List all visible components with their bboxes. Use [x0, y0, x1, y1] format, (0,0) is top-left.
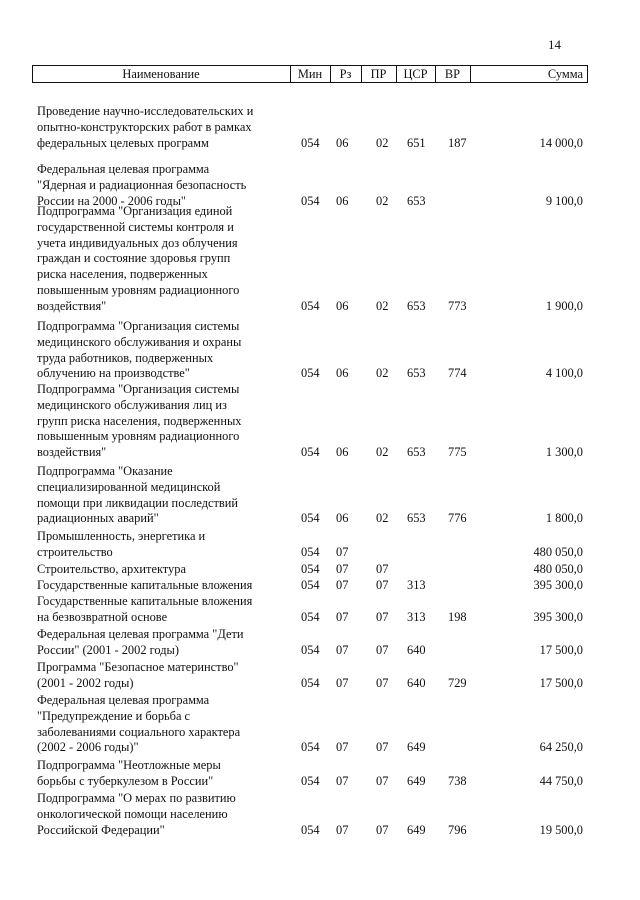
- row-name-line: медицинского обслуживания и охраны: [37, 334, 242, 349]
- row-min: 054: [301, 822, 320, 837]
- row-name: [37, 382, 287, 461]
- row-csr: 649: [407, 740, 426, 755]
- row-csr: 313: [407, 609, 426, 624]
- row-name-line: (2002 - 2006 годы)": [37, 740, 139, 755]
- row-pr: 07: [376, 609, 389, 624]
- row-name-line: повышенным уровням радиационного: [37, 429, 240, 444]
- row-csr: 653: [407, 298, 426, 313]
- row-name-line: Подпрограмма "Организация системы: [37, 382, 240, 396]
- row-pr: 02: [376, 366, 389, 381]
- row-name-line: Промышленность, энергетика и: [37, 529, 206, 543]
- row-name-line: труда работников, подверженных: [37, 350, 214, 365]
- header-sum: Сумма: [547, 67, 583, 81]
- row-min: 054: [301, 366, 320, 381]
- row-min: 054: [301, 298, 320, 313]
- row-name-line: Проведение научно-исследовательских и: [37, 104, 254, 118]
- row-rz: 06: [336, 511, 349, 526]
- row-pr: 07: [376, 562, 389, 576]
- row-vr: 198: [448, 609, 467, 624]
- page-number: 14: [548, 37, 561, 52]
- row-rz: 07: [336, 773, 349, 788]
- row-name-line: федеральных целевых программ: [37, 135, 209, 150]
- row-sum: 395 300,0: [533, 578, 583, 592]
- row-name-line: России на 2000 - 2006 годы": [37, 193, 186, 208]
- row-name: [37, 104, 287, 151]
- row-name-line: онкологической помощи населению: [37, 806, 228, 821]
- row-rz: 07: [336, 642, 349, 657]
- row-min: 054: [301, 193, 320, 208]
- row-rz: 07: [336, 675, 349, 690]
- row-sum: 17 500,0: [539, 642, 583, 657]
- row-sum: 1 800,0: [545, 511, 583, 526]
- row-pr: 07: [376, 578, 389, 592]
- row-pr: 02: [376, 511, 389, 526]
- row-name-line: заболеваниями социального характера: [37, 724, 241, 739]
- row-name-line: специализированной медицинской: [37, 479, 221, 494]
- row-name-line: Подпрограмма "О мерах по развитию: [37, 791, 236, 805]
- row-vr: 738: [448, 773, 467, 788]
- row-name-line: риска населения, подверженных: [37, 267, 208, 282]
- row-pr: 02: [376, 298, 389, 313]
- row-vr: 775: [448, 445, 467, 460]
- row-vr: 776: [448, 511, 467, 526]
- row-name-line: облучению на производстве": [37, 366, 190, 381]
- header-divider: [587, 65, 588, 83]
- row-csr: 313: [407, 578, 426, 592]
- row-rz: 07: [336, 822, 349, 837]
- row-name-line: Государственные капитальные вложения: [37, 594, 253, 608]
- row-min: 054: [301, 609, 320, 624]
- row-rz: 06: [336, 135, 349, 150]
- row-sum: 14 000,0: [539, 135, 583, 150]
- row-sum: 4 100,0: [545, 366, 583, 381]
- row-name-line: Государственные капитальные вложения: [37, 578, 253, 592]
- row-min: 054: [301, 562, 320, 576]
- row-sum: 1 300,0: [545, 445, 583, 460]
- row-rz: 06: [336, 298, 349, 313]
- row-name-line: помощи при ликвидации последствий: [37, 495, 239, 510]
- row-csr: 653: [407, 445, 426, 460]
- row-name: [37, 204, 287, 315]
- row-pr: 07: [376, 822, 389, 837]
- row-name-line: Российской Федерации": [37, 822, 165, 837]
- row-vr: 773: [448, 298, 467, 313]
- header-top-rule: [32, 65, 588, 66]
- row-sum: 9 100,0: [545, 193, 583, 208]
- row-name: [37, 594, 287, 626]
- row-name: [37, 627, 287, 659]
- row-rz: 06: [336, 193, 349, 208]
- row-name: [37, 562, 287, 578]
- row-name-line: воздействия": [37, 298, 107, 313]
- row-name-line: на безвозвратной основе: [37, 609, 168, 624]
- row-name: [37, 693, 287, 756]
- row-name-line: радиационных аварий": [37, 511, 159, 526]
- row-min: 054: [301, 511, 320, 526]
- row-name-line: России" (2001 - 2002 годы): [37, 642, 179, 657]
- row-name-line: (2001 - 2002 годы): [37, 675, 134, 690]
- row-min: 054: [301, 773, 320, 788]
- row-pr: 07: [376, 740, 389, 755]
- row-name-line: Федеральная целевая программа: [37, 162, 210, 176]
- row-name-line: Федеральная целевая программа: [37, 693, 210, 707]
- row-csr: 649: [407, 773, 426, 788]
- row-name-line: Подпрограмма "Организация единой: [37, 204, 233, 218]
- row-sum: 19 500,0: [539, 822, 583, 837]
- row-rz: 07: [336, 740, 349, 755]
- header-bottom-rule: [32, 82, 588, 83]
- row-pr: 07: [376, 642, 389, 657]
- header-min: Мин: [297, 67, 323, 81]
- row-name-line: "Ядерная и радиационная безопасность: [37, 177, 247, 192]
- row-vr: 796: [448, 822, 467, 837]
- row-name: [37, 319, 287, 382]
- row-name-line: Строительство, архитектура: [37, 562, 186, 576]
- row-name: [37, 660, 287, 692]
- row-name-line: групп риска населения, подверженных: [37, 413, 242, 428]
- row-name-line: Подпрограмма "Неотложные меры: [37, 758, 221, 772]
- row-rz: 06: [336, 366, 349, 381]
- row-vr: 187: [448, 135, 467, 150]
- row-name-line: государственной системы контроля и: [37, 219, 234, 234]
- row-name-line: опытно-конструкторских работ в рамках: [37, 119, 252, 134]
- row-name-line: "Предупреждение и борьба с: [37, 708, 191, 723]
- row-rz: 06: [336, 445, 349, 460]
- row-min: 054: [301, 445, 320, 460]
- row-min: 054: [301, 740, 320, 755]
- row-name-line: строительство: [37, 544, 113, 559]
- row-rz: 07: [336, 609, 349, 624]
- row-sum: 44 750,0: [539, 773, 583, 788]
- row-pr: 07: [376, 675, 389, 690]
- row-vr: 729: [448, 675, 467, 690]
- row-csr: 640: [407, 642, 426, 657]
- row-min: 054: [301, 544, 320, 559]
- row-name-line: граждан и состояние здоровья групп: [37, 251, 231, 266]
- row-sum: 480 050,0: [533, 562, 583, 576]
- row-name: [37, 791, 287, 838]
- row-name: [37, 578, 287, 594]
- row-csr: 649: [407, 822, 426, 837]
- row-name: [37, 464, 287, 527]
- header-vr: ВР: [444, 67, 461, 81]
- row-sum: 64 250,0: [539, 740, 583, 755]
- row-name: [37, 758, 287, 790]
- row-name-line: Подпрограмма "Оказание: [37, 464, 173, 478]
- row-csr: 653: [407, 511, 426, 526]
- row-name: [37, 529, 287, 561]
- row-sum: 17 500,0: [539, 675, 583, 690]
- row-name: [37, 162, 287, 209]
- row-name-line: повышенным уровням радиационного: [37, 282, 240, 297]
- row-csr: 653: [407, 366, 426, 381]
- row-sum: 1 900,0: [545, 298, 583, 313]
- row-rz: 07: [336, 578, 349, 592]
- row-min: 054: [301, 675, 320, 690]
- row-pr: 07: [376, 773, 389, 788]
- row-sum: 395 300,0: [533, 609, 583, 624]
- row-csr: 640: [407, 675, 426, 690]
- row-pr: 02: [376, 193, 389, 208]
- row-pr: 02: [376, 445, 389, 460]
- header-name: Наименование: [122, 67, 200, 81]
- row-name-line: Подпрограмма "Организация системы: [37, 319, 240, 333]
- row-name-line: учета индивидуальных доз облучения: [37, 235, 238, 250]
- row-name-line: воздействия": [37, 445, 107, 460]
- row-csr: 653: [407, 193, 426, 208]
- row-name-line: Программа "Безопасное материнство": [37, 660, 239, 674]
- row-rz: 07: [336, 544, 349, 559]
- row-min: 054: [301, 578, 320, 592]
- row-min: 054: [301, 135, 320, 150]
- row-name-line: борьбы с туберкулезом в России": [37, 773, 214, 788]
- row-name-line: Федеральная целевая программа "Дети: [37, 627, 244, 641]
- row-rz: 07: [336, 562, 349, 576]
- row-vr: 774: [448, 366, 467, 381]
- header-rz: Рз: [339, 67, 352, 81]
- header-csr: ЦСР: [403, 67, 428, 81]
- row-csr: 651: [407, 135, 426, 150]
- row-name-line: медицинского обслуживания лиц из: [37, 397, 227, 412]
- table-header: [32, 65, 588, 83]
- row-min: 054: [301, 642, 320, 657]
- header-pr: ПР: [370, 67, 387, 81]
- row-sum: 480 050,0: [533, 544, 583, 559]
- row-pr: 02: [376, 135, 389, 150]
